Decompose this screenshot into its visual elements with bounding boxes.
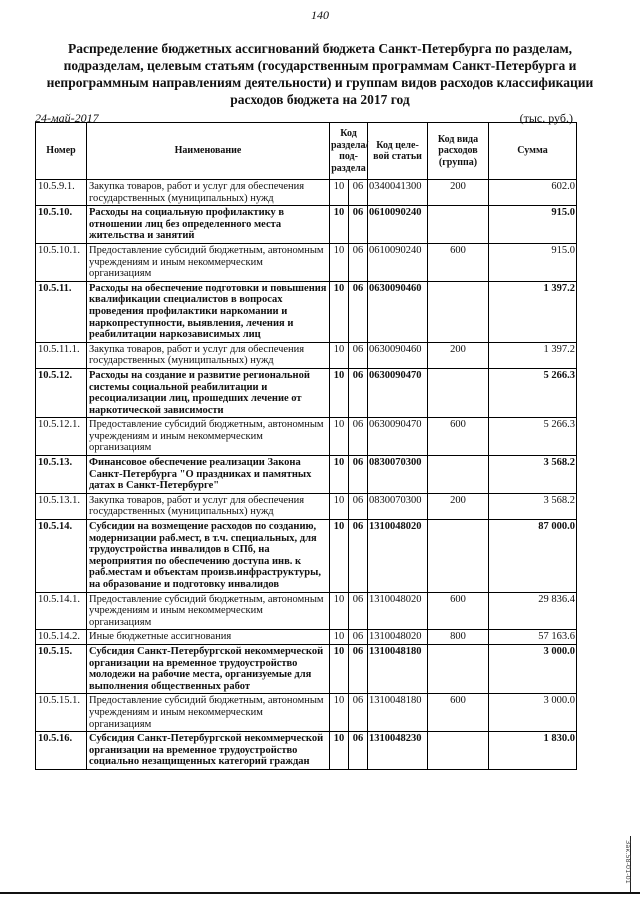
row-number: 10.5.11. [36,281,87,342]
row-number: 10.5.9.1. [36,180,87,206]
document-title: Распределение бюджетных ассигнований бюджета Санкт-Петербурга по разделам, подразделам, целевым статьям (государственным программам Санкт-Петербурга и непрограммным направлениям деятельности) и группам видов расходов классификации расходов бюджета на 2017 год [46,41,594,107]
table-row [36,694,577,732]
row-name: Расходы на обеспечение подготовки и повышения квалификации специалистов в вопросах проведения профилактики наркомании и наркопреступности, выявления, лечения и реабилитации наркозависимых лиц [87,281,330,342]
row-razdel: 10 [330,368,349,417]
row-name: Предоставление субсидий бюджетным, автономным учреждениям и иным некоммерческим организациям [87,418,330,456]
row-name: Закупка товаров, работ и услуг для обеспечения государственных (муниципальных) нужд [87,342,330,368]
row-cs: 0630090460 [368,342,428,368]
row-vr: 600 [428,243,489,281]
row-sum: 5 266.3 [489,368,577,417]
row-sum: 915.0 [489,243,577,281]
row-vr: 800 [428,630,489,645]
row-cs: 0630090470 [368,418,428,456]
table-row [36,732,577,770]
margin-stamp [623,836,635,892]
table-row [36,418,577,456]
row-sum: 602.0 [489,180,577,206]
table-row [36,456,577,494]
row-podrazdel: 06 [349,418,368,456]
row-vr: 200 [428,180,489,206]
row-cs: 1310048020 [368,592,428,630]
row-razdel: 10 [330,493,349,519]
header-number: Номер [36,123,87,180]
row-razdel: 10 [330,243,349,281]
margin-stamp-text: Зак.58-01-01 [623,840,632,884]
row-name: Предоставление субсидий бюджетным, автономным учреждениям и иным некоммерческим организациям [87,694,330,732]
table-row [36,281,577,342]
row-vr [428,644,489,693]
row-number: 10.5.15.1. [36,694,87,732]
table-header-row [36,123,577,180]
row-cs: 0340041300 [368,180,428,206]
row-cs: 0630090460 [368,281,428,342]
row-cs: 1310048020 [368,520,428,593]
row-razdel: 10 [330,644,349,693]
header-name: Наименование [87,123,330,180]
row-podrazdel: 06 [349,206,368,244]
row-vr: 600 [428,694,489,732]
row-razdel: 10 [330,281,349,342]
row-cs: 0630090470 [368,368,428,417]
row-razdel: 10 [330,180,349,206]
row-podrazdel: 06 [349,520,368,593]
header-cs: Код целе- вой статьи [368,123,428,180]
row-cs: 0610090240 [368,243,428,281]
row-number: 10.5.11.1. [36,342,87,368]
budget-table [35,122,577,770]
row-vr [428,732,489,770]
row-vr [428,368,489,417]
row-sum: 3 568.2 [489,456,577,494]
row-cs: 0830070300 [368,493,428,519]
header-sum: Сумма [489,123,577,180]
row-podrazdel: 06 [349,180,368,206]
table-row [36,243,577,281]
row-razdel: 10 [330,418,349,456]
row-cs: 1310048180 [368,644,428,693]
row-number: 10.5.14. [36,520,87,593]
row-podrazdel: 06 [349,243,368,281]
row-number: 10.5.14.1. [36,592,87,630]
row-podrazdel: 06 [349,281,368,342]
table-body [36,180,577,770]
row-name: Расходы на социальную профилактику в отношении лиц без определенного места жительства и занятий [87,206,330,244]
table-row [36,368,577,417]
row-sum: 87 000.0 [489,520,577,593]
row-number: 10.5.13.1. [36,493,87,519]
row-vr [428,281,489,342]
row-number: 10.5.14.2. [36,630,87,645]
row-name: Предоставление субсидий бюджетным, автономным учреждениям и иным некоммерческим организациям [87,243,330,281]
row-podrazdel: 06 [349,644,368,693]
row-razdel: 10 [330,206,349,244]
row-name: Расходы на создание и развитие региональной системы социальной реабилитации и ресоциализации лиц, прошедших лечение от наркотической зависимости [87,368,330,417]
row-number: 10.5.15. [36,644,87,693]
row-podrazdel: 06 [349,592,368,630]
row-number: 10.5.12. [36,368,87,417]
row-podrazdel: 06 [349,342,368,368]
row-sum: 5 266.3 [489,418,577,456]
row-vr: 600 [428,592,489,630]
row-podrazdel: 06 [349,368,368,417]
row-vr: 200 [428,493,489,519]
page-number: 140 [311,8,329,22]
row-razdel: 10 [330,456,349,494]
row-sum: 3 000.0 [489,694,577,732]
row-vr [428,520,489,593]
row-name: Предоставление субсидий бюджетным, автономным учреждениям и иным некоммерческим организациям [87,592,330,630]
row-cs: 1310048230 [368,732,428,770]
table-row [36,592,577,630]
table-row [36,520,577,593]
row-cs: 0830070300 [368,456,428,494]
row-sum: 1 397.2 [489,281,577,342]
row-podrazdel: 06 [349,456,368,494]
table-row [36,644,577,693]
table-row [36,493,577,519]
row-number: 10.5.10.1. [36,243,87,281]
row-podrazdel: 06 [349,694,368,732]
table-row [36,342,577,368]
row-sum: 3 000.0 [489,644,577,693]
row-vr [428,456,489,494]
table-row [36,630,577,645]
row-sum: 57 163.6 [489,630,577,645]
row-vr: 600 [428,418,489,456]
row-razdel: 10 [330,732,349,770]
row-razdel: 10 [330,342,349,368]
header-vr: Код вида расходов (группа) [428,123,489,180]
units-label: (тыс. руб.) [519,111,573,125]
row-cs: 1310048180 [368,694,428,732]
row-sum: 1 397.2 [489,342,577,368]
row-name: Иные бюджетные ассигнования [87,630,330,645]
row-number: 10.5.16. [36,732,87,770]
row-name: Субсидия Санкт-Петербургской некоммерческой организации на временное трудоустройство молодежи на рабочие места, организуемые для выполнения общественных работ [87,644,330,693]
row-podrazdel: 06 [349,630,368,645]
row-name: Субсидии на возмещение расходов по созданию, модернизации раб.мест, в т.ч. специальных, для трудоустройства инвалидов в СПб, на мероприятия по обеспечению доступа инв. к раб.местам и объектам произв.инфраструктуры, на образование и подготовку инвалидов [87,520,330,593]
bottom-rule [0,892,640,894]
row-sum: 29 836.4 [489,592,577,630]
row-name: Закупка товаров, работ и услуг для обеспечения государственных (муниципальных) нужд [87,180,330,206]
row-number: 10.5.10. [36,206,87,244]
row-name: Субсидия Санкт-Петербургской некоммерческой организации на временное трудоустройство социально незащищенных категорий граждан [87,732,330,770]
row-name: Финансовое обеспечение реализации Закона Санкт-Петербурга "О праздниках и памятных датах в Санкт-Петербурге" [87,456,330,494]
document-date: 24-май-2017 [35,111,99,125]
row-name: Закупка товаров, работ и услуг для обеспечения государственных (муниципальных) нужд [87,493,330,519]
table-row [36,180,577,206]
row-podrazdel: 06 [349,493,368,519]
header-razdel: Код раздела/ под- раздела [330,123,368,180]
row-razdel: 10 [330,630,349,645]
row-cs: 1310048020 [368,630,428,645]
row-cs: 0610090240 [368,206,428,244]
row-razdel: 10 [330,694,349,732]
row-razdel: 10 [330,520,349,593]
table-row [36,206,577,244]
row-sum: 915.0 [489,206,577,244]
row-razdel: 10 [330,592,349,630]
row-sum: 3 568.2 [489,493,577,519]
row-sum: 1 830.0 [489,732,577,770]
row-vr [428,206,489,244]
row-podrazdel: 06 [349,732,368,770]
row-number: 10.5.12.1. [36,418,87,456]
row-number: 10.5.13. [36,456,87,494]
row-vr: 200 [428,342,489,368]
